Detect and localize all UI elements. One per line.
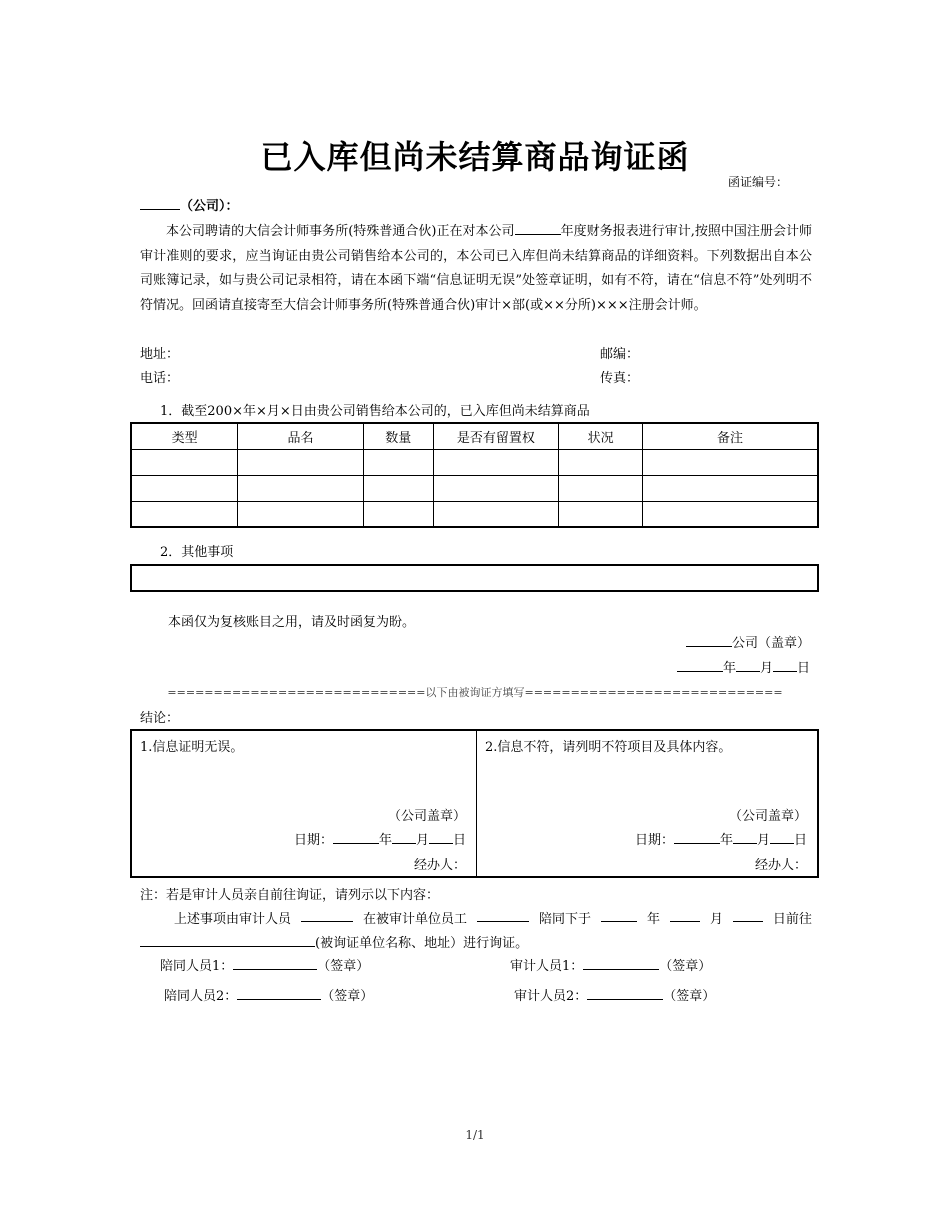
mismatch-month-blank[interactable] [733, 830, 757, 844]
table-cell[interactable] [559, 449, 643, 475]
companion2-label: 陪同人员2： [164, 989, 238, 1004]
visit-year-blank[interactable] [601, 908, 637, 922]
note-line2 [140, 932, 528, 951]
section2-label: 2．其他事项 [160, 545, 234, 560]
company-seal-label: 公司（盖章） [731, 636, 810, 651]
table-cell[interactable] [131, 501, 238, 527]
fax-label: 传真： [600, 371, 640, 386]
confirm-year-label: 年 [378, 833, 392, 848]
fiscal-year-blank[interactable] [515, 221, 561, 235]
address-label: 地址： [140, 347, 180, 362]
companion1-label: 陪同人员1： [160, 959, 234, 974]
table-cell[interactable] [643, 475, 818, 501]
section1-label: 1．截至200×年×月×日由贵公司销售给本公司的，已入库但尚未结算商品 [160, 404, 590, 419]
header-quantity: 数量 [363, 423, 433, 449]
letter-number-label: 函证编号： [728, 175, 789, 189]
auditor-blank[interactable] [301, 908, 353, 922]
mismatch-date [635, 829, 807, 848]
mismatch-section[interactable] [477, 731, 817, 876]
table-cell[interactable] [643, 449, 818, 475]
body-part1: 本公司聘请的大信会计师事务所(特殊普通合伙)正在对本公司 [166, 224, 515, 239]
phone-label: 电话： [140, 371, 180, 386]
table-row [131, 449, 818, 475]
table-cell[interactable] [363, 449, 433, 475]
page-number: 1/1 [465, 1128, 485, 1142]
note-label: 注：若是审计人员亲自前往询证，请列示以下内容： [140, 888, 440, 903]
visit-day-blank[interactable] [733, 908, 763, 922]
confirm-month-blank[interactable] [392, 830, 416, 844]
table-row [131, 501, 818, 527]
target-company-blank[interactable] [140, 933, 315, 947]
companion2-row [164, 985, 373, 1004]
addressee [140, 195, 239, 214]
companion1-blank[interactable] [233, 956, 317, 970]
mismatch-handler: 经办人： [754, 858, 807, 873]
addressee-blank[interactable] [140, 196, 180, 210]
companion1-row [160, 955, 369, 974]
closing-text: 本函仅为复核账目之用，请及时函复为盼。 [168, 615, 416, 630]
table-cell[interactable] [433, 501, 559, 527]
visit-month-blank[interactable] [670, 908, 700, 922]
header-type: 类型 [131, 423, 238, 449]
company-blank[interactable] [686, 633, 732, 647]
table-cell[interactable] [433, 449, 559, 475]
divider-line: ============================以下由被询证方填写============================ [167, 686, 783, 699]
header-status: 状况 [559, 423, 643, 449]
year-label: 年 [722, 661, 736, 676]
mismatch-seal: （公司盖章） [728, 809, 807, 824]
note-text-a: 上述事项由审计人员 [174, 912, 292, 927]
auditor1-row [510, 955, 711, 974]
company-seal-line [686, 632, 810, 651]
confirm-date [294, 829, 466, 848]
day-label: 日 [796, 661, 810, 676]
mismatch-year-label: 年 [719, 833, 733, 848]
confirm-year-blank[interactable] [333, 830, 379, 844]
table-cell[interactable] [559, 501, 643, 527]
mismatch-month-label: 月 [756, 833, 770, 848]
confirm-section[interactable] [132, 731, 477, 876]
table-cell[interactable] [238, 475, 364, 501]
confirm-day-label: 日 [452, 833, 466, 848]
table-row [131, 475, 818, 501]
postcode-label: 邮编： [600, 347, 640, 362]
header-name: 品名 [238, 423, 364, 449]
header-lien: 是否有留置权 [433, 423, 559, 449]
table-cell[interactable] [131, 449, 238, 475]
note-text-e: 月 [709, 912, 723, 927]
confirm-heading: 1.信息证明无误。 [140, 740, 244, 755]
table-cell[interactable] [433, 475, 559, 501]
body-part2: 年度财务报表进行审计,按照中国注册会计师审计准则的要求，应当询证由贵公司销售给本公司的，本公司已入库但尚未结算商品的详细资料。下列数据出自本公司账簿记录，如与贵公司记录相符，请在本函下端“信息证明无误”处签章证明，如有不符，请在“信息不符”处列明不符情况。回函请直接寄至大信会计师事务所(特殊普通合伙)审计×部(或××分所)×××注册会计师。 [140, 224, 812, 313]
table-cell[interactable] [131, 475, 238, 501]
employee-blank[interactable] [477, 908, 529, 922]
note-line1 [140, 908, 812, 927]
auditor1-label: 审计人员1： [510, 959, 584, 974]
table-cell[interactable] [238, 501, 364, 527]
mismatch-date-label: 日期： [634, 833, 674, 848]
mismatch-day-blank[interactable] [770, 830, 794, 844]
companion1-sign: （签章） [317, 959, 370, 974]
header-remark: 备注 [643, 423, 818, 449]
mismatch-heading: 2.信息不符，请列明不符项目及具体内容。 [485, 740, 732, 755]
page-title: 已入库但尚未结算商品询证函 [260, 138, 690, 176]
confirm-day-blank[interactable] [429, 830, 453, 844]
auditor2-sign: （签章） [663, 989, 716, 1004]
mismatch-year-blank[interactable] [674, 830, 720, 844]
response-box [130, 729, 819, 878]
auditor2-row [514, 985, 715, 1004]
conclusion-label: 结论： [140, 711, 180, 726]
month-blank[interactable] [736, 658, 760, 672]
goods-table [130, 422, 819, 528]
note-text-line2: (被询证单位名称、地址）进行询证。 [315, 936, 529, 951]
table-cell[interactable] [363, 475, 433, 501]
confirm-month-label: 月 [415, 833, 429, 848]
day-blank[interactable] [773, 658, 797, 672]
body-paragraph [140, 220, 812, 318]
year-blank[interactable] [677, 658, 723, 672]
addressee-suffix: （公司）： [180, 199, 239, 214]
table-cell[interactable] [643, 501, 818, 527]
note-text-c: 陪同下于 [538, 912, 591, 927]
auditor2-blank[interactable] [587, 986, 663, 1000]
companion2-sign: （签章） [321, 989, 374, 1004]
auditor2-label: 审计人员2： [514, 989, 588, 1004]
month-label: 月 [759, 661, 773, 676]
table-cell[interactable] [363, 501, 433, 527]
auditor1-sign: （签章） [659, 959, 712, 974]
confirm-handler: 经办人： [413, 858, 466, 873]
companion2-blank[interactable] [237, 986, 321, 1000]
table-cell[interactable] [559, 475, 643, 501]
other-matters-box[interactable] [130, 564, 819, 592]
note-text-f: 日前往 [772, 912, 812, 927]
confirm-seal: （公司盖章） [387, 809, 466, 824]
table-cell[interactable] [238, 449, 364, 475]
auditor1-blank[interactable] [583, 956, 659, 970]
table-header-row [131, 423, 818, 449]
date-line [677, 657, 810, 676]
note-text-b: 在被审计单位员工 [362, 912, 467, 927]
mismatch-day-label: 日 [793, 833, 807, 848]
confirm-date-label: 日期： [293, 833, 333, 848]
note-text-d: 年 [646, 912, 660, 927]
